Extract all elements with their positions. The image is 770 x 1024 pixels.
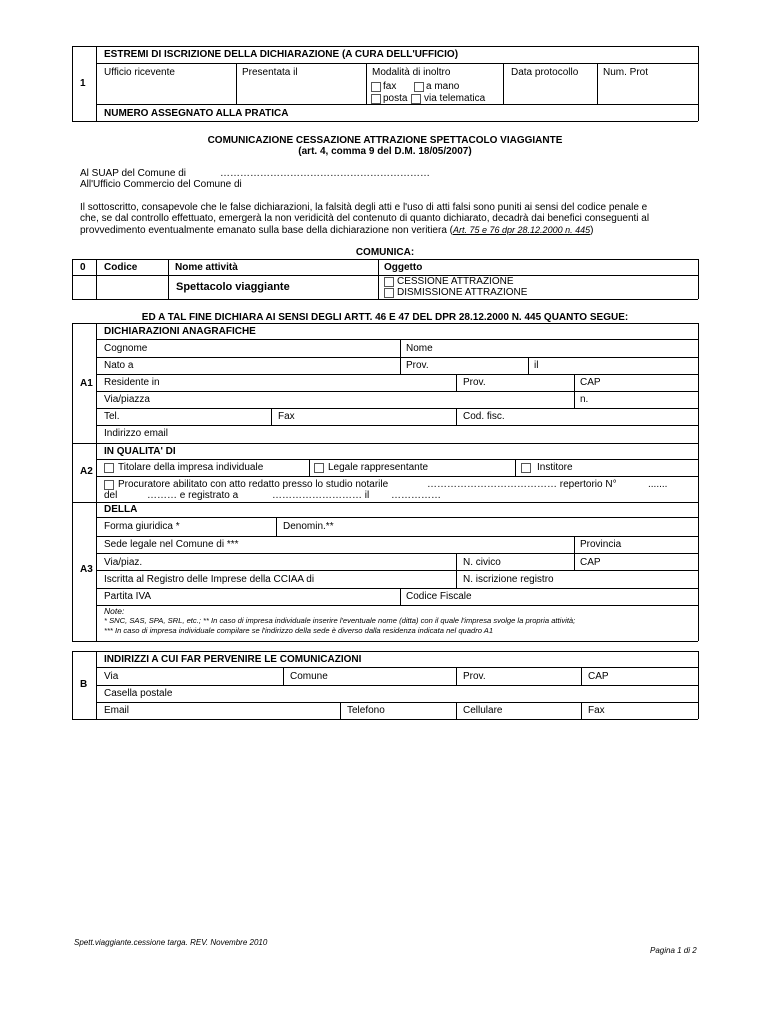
document-title: COMUNICAZIONE CESSAZIONE ATTRAZIONE SPETTACOLO VIAGGIANTE [207,135,563,146]
field-via-piaz[interactable]: Via/piaz. [104,557,143,568]
field-b-telefono[interactable]: Telefono [347,705,385,716]
checkbox-institore[interactable] [521,463,531,473]
label-via-telematica: via telematica [424,93,486,104]
label-registrato: ……… e registrato a [147,490,239,501]
a2-header: IN QUALITA' DI [104,446,176,457]
field-email[interactable]: Indirizzo email [104,428,168,439]
address-suap-dots: ……………………………………………………… [220,168,430,179]
footer-page-number: Pagina 1 di 2 [650,946,697,955]
law-reference: Art. 75 e 76 dpr 28.12.2000 n. 445 [453,225,591,235]
comunica-label: COMUNICA: [355,247,415,258]
ed-a-tal-fine: ED A TAL FINE DICHIARA AI SENSI DEGLI ARTT. 46 E 47 DEL DPR 28.12.2000 N. 445 QUANTO SEGUE: [141,312,629,323]
section-code-b: B [80,679,88,690]
field-b-cellulare[interactable]: Cellulare [463,705,503,716]
declaration-line-2: che, se dal controllo effettuato, emergerà la non veridicità del contenuto di quanto dichiarato, decadrà dai benefici conseguenti al [80,213,650,224]
label-registrato-il: ……………………… il [272,490,370,501]
footer-left: Spett.viaggiante.cessione targa. REV. Novembre 2010 [74,938,268,947]
field-casella-postale[interactable]: Casella postale [104,688,173,699]
checkbox-cessione[interactable] [384,277,394,287]
label-dismissione: DISMISSIONE ATTRAZIONE [397,287,528,298]
note-line-2: *** In caso di impresa individuale compilare se l'indirizzo della sede è diverso dalla residenza indicata nel quadro A1 [104,626,494,635]
field-via-piazza[interactable]: Via/piazza [104,394,150,405]
field-partita-iva[interactable]: Partita IVA [104,591,152,602]
procuratore-repertorio-dots: ....... [648,479,668,490]
checkbox-via-telematica[interactable] [411,94,421,104]
procuratore-repertorio: ………………………………… repertorio N° [427,479,617,490]
checkbox-a-mano[interactable] [414,82,424,92]
field-nato-a[interactable]: Nato a [104,360,134,371]
field-tel[interactable]: Tel. [104,411,120,422]
label-cessione: CESSIONE ATTRAZIONE [397,276,514,287]
document-subtitle: (art. 4, comma 9 del D.M. 18/05/2007) [298,146,472,157]
nome-attivita-value: Spettacolo viaggiante [176,281,290,293]
address-suap: Al SUAP del Comune di [80,168,186,179]
label-modalita-inoltro: Modalità di inoltro [372,67,451,78]
label-legale-rappresentante: Legale rappresentante [328,462,429,473]
declaration-line-3: provvedimento eventualmente emanato sulla base della dichiarazione non veritiera (Art. 75 e 76 dpr 28.12.2000 n. 445) [80,225,594,236]
checkbox-dismissione[interactable] [384,288,394,298]
label-del: del [104,490,118,501]
checkbox-fax[interactable] [371,82,381,92]
field-iscritta-cciaa[interactable]: Iscritta al Registro delle Imprese della CCIAA di [104,574,315,585]
field-provincia[interactable]: Provincia [580,539,622,550]
field-b-comune[interactable]: Comune [290,671,328,682]
field-b-via[interactable]: Via [104,671,119,682]
field-cod-fisc[interactable]: Cod. fisc. [463,411,505,422]
comunica-col-0: 0 [80,262,86,273]
field-prov-nascita[interactable]: Prov. [406,360,429,371]
label-fax: fax [383,81,397,92]
a3-header: DELLA [104,504,138,515]
address-ufficio: All'Ufficio Commercio del Comune di [80,179,242,190]
checkbox-titolare[interactable] [104,463,114,473]
field-prov-residenza[interactable]: Prov. [463,377,486,388]
field-forma-giuridica[interactable]: Forma giuridica * [104,521,180,532]
field-n-iscrizione[interactable]: N. iscrizione registro [463,574,554,585]
field-cap-sede[interactable]: CAP [580,557,601,568]
a1-header: DICHIARAZIONI ANAGRAFICHE [104,326,256,337]
label-procuratore: Procuratore abilitato con atto redatto presso lo studio notarile [118,479,389,490]
field-b-email[interactable]: Email [104,705,130,716]
section-number: 1 [80,78,86,89]
field-sede-legale[interactable]: Sede legale nel Comune di *** [104,539,239,550]
declaration-line-1: Il sottoscritto, consapevole che le false dichiarazioni, la falsità degli atti e l'uso di atti falsi sono puniti ai sensi del codice penale e [80,202,648,213]
b-header: INDIRIZZI A CUI FAR PERVENIRE LE COMUNICAZIONI [104,654,362,665]
field-data-nascita[interactable]: il [534,360,539,371]
section-header: ESTREMI DI ISCRIZIONE DELLA DICHIARAZIONE (A CURA DELL'UFFICIO) [104,49,459,60]
field-residente[interactable]: Residente in [104,377,160,388]
label-presentata-il: Presentata il [242,67,298,78]
note-line-1: * SNC, SAS, SPA, SRL, etc.; ** In caso di impresa individuale inserire l'eventuale nome (ditta) con il quale l'impresa svolge la propria attività; [104,616,576,625]
label-numero-pratica: NUMERO ASSEGNATO ALLA PRATICA [104,108,289,119]
comunica-col-codice: Codice [104,262,138,273]
field-b-fax[interactable]: Fax [588,705,605,716]
label-a-mano: a mano [426,81,460,92]
field-b-cap[interactable]: CAP [588,671,609,682]
section-code-a1: A1 [80,378,93,389]
field-b-prov[interactable]: Prov. [463,671,486,682]
label-institore: Institore [537,462,573,473]
field-codice-fiscale[interactable]: Codice Fiscale [406,591,472,602]
label-il-dots: …………… [391,490,441,501]
field-cognome[interactable]: Cognome [104,343,148,354]
label-ufficio-ricevente: Ufficio ricevente [104,67,175,78]
field-numero-civico[interactable]: n. [580,394,589,405]
section-code-a2: A2 [80,466,93,477]
field-fax[interactable]: Fax [278,411,295,422]
comunica-col-oggetto: Oggetto [384,262,423,273]
field-n-civico[interactable]: N. civico [463,557,501,568]
checkbox-legale-rappresentante[interactable] [314,463,324,473]
field-nome[interactable]: Nome [406,343,433,354]
checkbox-procuratore[interactable] [104,480,114,490]
section-code-a3: A3 [80,564,93,575]
label-data-protocollo: Data protocollo [511,67,579,78]
checkbox-posta[interactable] [371,94,381,104]
label-num-prot: Num. Prot [603,67,649,78]
label-titolare: Titolare della impresa individuale [118,462,264,473]
label-posta: posta [383,93,408,104]
field-cap[interactable]: CAP [580,377,601,388]
comunica-col-nome: Nome attività [175,262,238,273]
field-denominazione[interactable]: Denomin.** [283,521,334,532]
note-label: Note: [104,606,125,616]
